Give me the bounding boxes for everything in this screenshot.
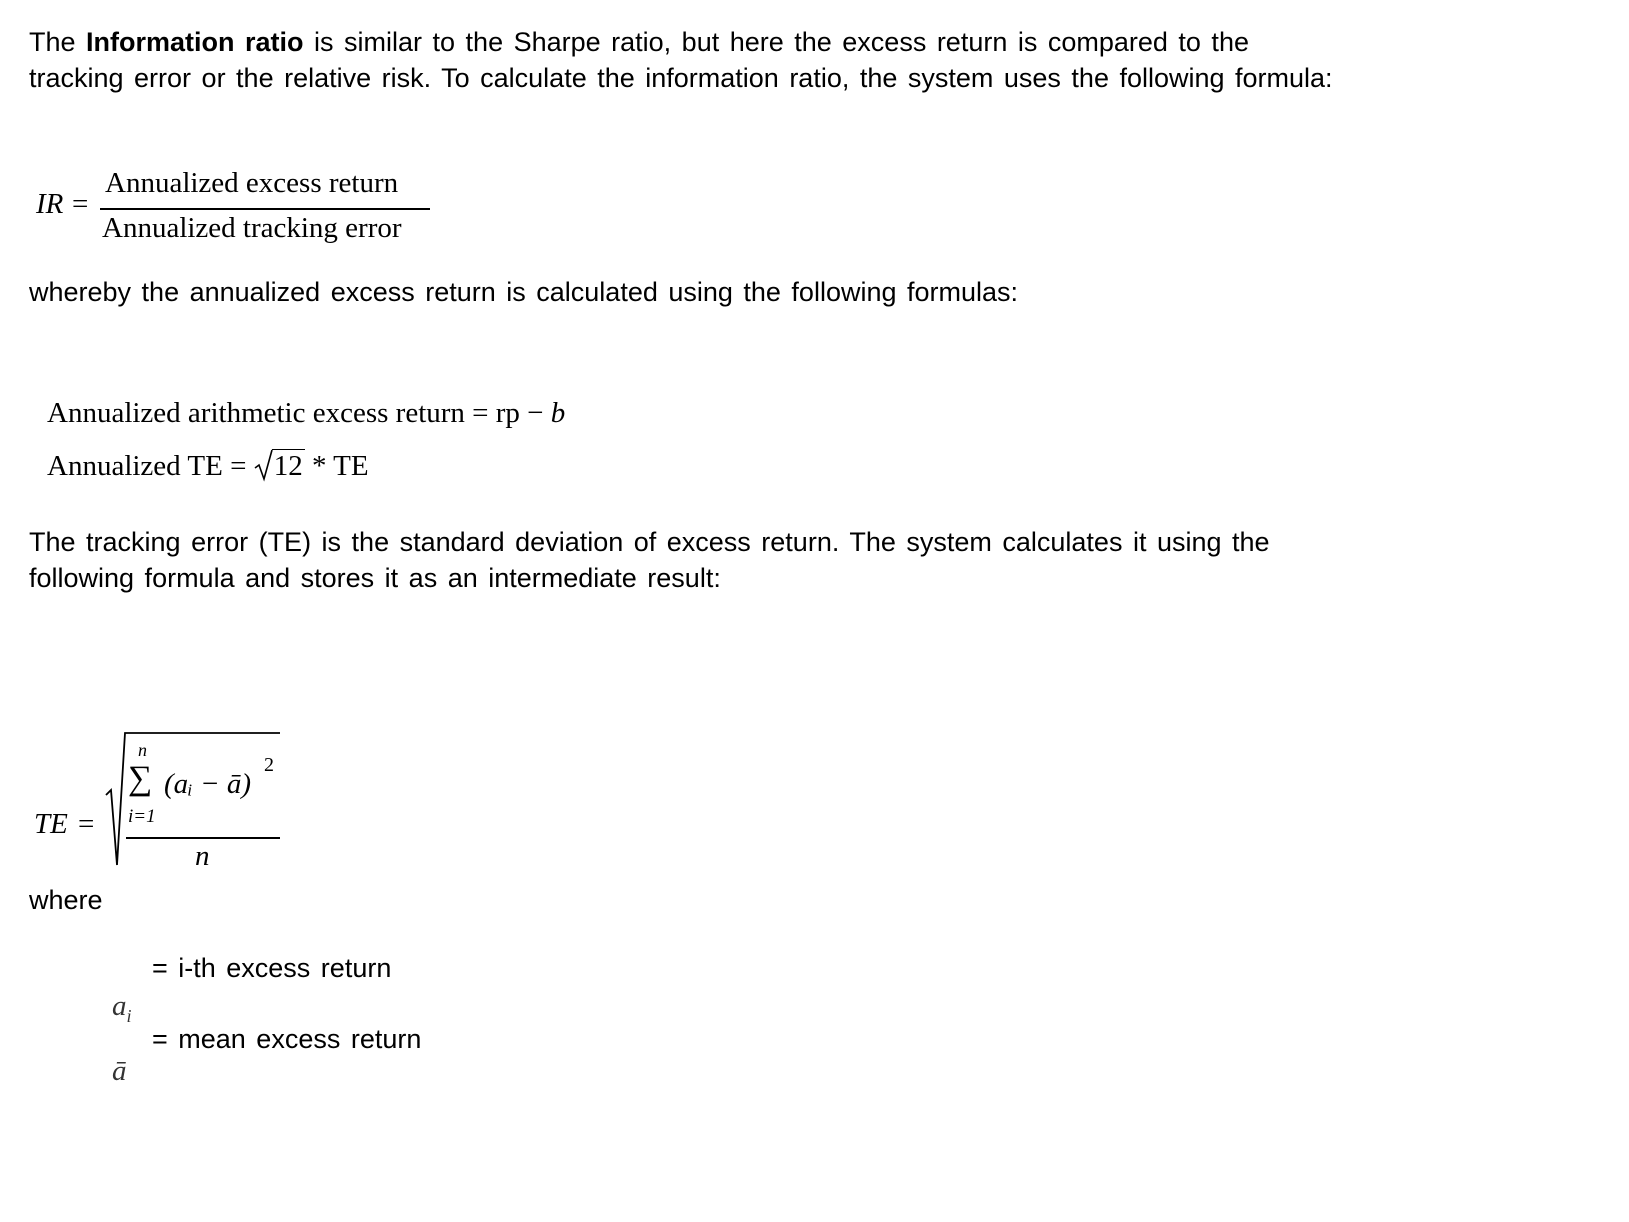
definition-ai-symbol	[112, 990, 132, 1027]
annualized-te-formula	[47, 450, 369, 483]
sum-lower-limit: i=1	[128, 806, 156, 827]
sqrt-radicand: 12	[273, 450, 303, 482]
ai-symbol-base: a	[112, 990, 127, 1022]
sqrt-sign-icon	[254, 448, 274, 482]
where-label: where	[29, 885, 103, 915]
tracking-error-line1: The tracking error (TE) is the standard deviation of excess return. The system calculates it using the	[29, 527, 1270, 557]
intro-text-rest: is similar to the Sharpe ratio, but here the excess return is compared to the	[303, 27, 1249, 57]
annualized-excess-return-text: Annualized arithmetic excess return = rp −	[47, 397, 551, 429]
information-ratio-term: Information ratio	[86, 27, 304, 57]
te-denominator: n	[195, 840, 210, 872]
sqrt-twelve	[254, 450, 305, 483]
ir-numerator: Annualized excess return	[105, 167, 399, 199]
benchmark-variable: b	[550, 397, 566, 429]
ir-lhs: IR	[36, 188, 64, 220]
ir-denominator: Annualized tracking error	[102, 212, 402, 244]
sum-upper-limit: n	[138, 740, 147, 760]
sigma-icon: ∑	[128, 760, 153, 797]
sum-term: (aᵢ − ā)	[164, 768, 251, 800]
intro-text-line2: tracking error or the relative risk. To calculate the information ratio, the system uses the following formula:	[29, 63, 1333, 93]
te-fraction-bar	[126, 837, 280, 839]
annualized-te-text: Annualized TE =	[47, 450, 254, 482]
tracking-error-line2: following formula and stores it as an intermediate result:	[29, 563, 721, 593]
definition-abar-text: = mean excess return	[152, 1024, 422, 1054]
annualized-te-rest: * TE	[304, 450, 369, 482]
intro-paragraph	[29, 24, 1333, 96]
te-equals: =	[78, 808, 95, 840]
sum-power: 2	[264, 754, 274, 776]
ir-fraction-bar	[100, 208, 430, 210]
annualized-excess-return-formula	[47, 397, 565, 430]
ai-symbol-subscript: i	[126, 1005, 132, 1026]
tracking-error-paragraph	[29, 524, 1270, 596]
definition-ai-text: = i-th excess return	[152, 953, 392, 983]
intro-text-start: The	[29, 27, 87, 57]
te-lhs: TE	[34, 808, 68, 840]
ir-equals: =	[72, 188, 89, 220]
definition-abar-symbol: ā	[112, 1055, 127, 1087]
whereby-paragraph: whereby the annualized excess return is calculated using the following formulas:	[29, 277, 1019, 307]
